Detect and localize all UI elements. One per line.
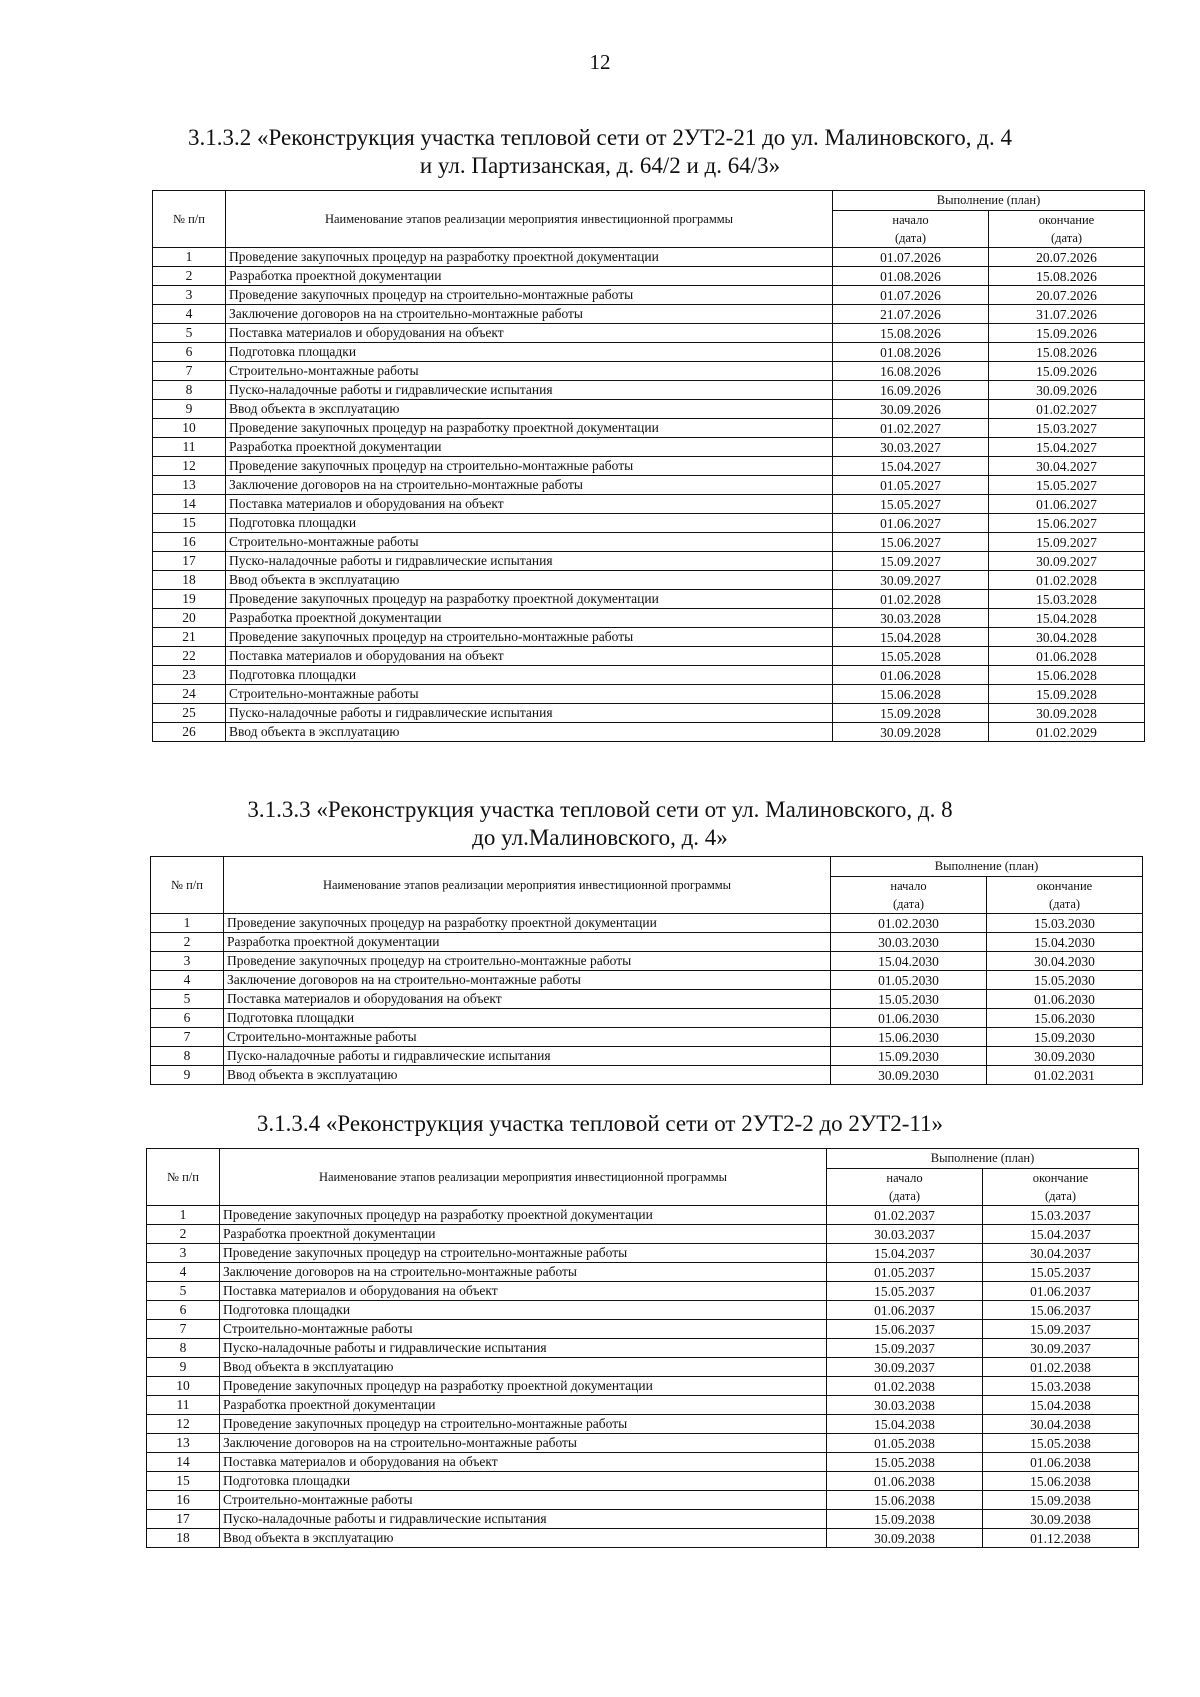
stage-name: Пуско-наладочные работы и гидравлические испытания	[226, 381, 833, 400]
header-name: Наименование этапов реализации мероприятия инвестиционной программы	[226, 191, 833, 248]
end-date: 20.07.2026	[989, 286, 1145, 305]
section-title-line-2: и ул. Партизанская, д. 64/2 и д. 64/3»	[419, 153, 781, 178]
start-date: 30.03.2027	[833, 438, 989, 457]
start-date: 15.04.2028	[833, 628, 989, 647]
table-row	[153, 248, 1145, 267]
row-number: 4	[147, 1263, 220, 1282]
row-number: 6	[151, 1009, 224, 1028]
header-start: начало (дата)	[833, 211, 989, 248]
table-row	[151, 1028, 1143, 1047]
header-end: окончание (дата)	[987, 877, 1143, 914]
stage-name: Заключение договоров на на строительно-монтажные работы	[220, 1263, 827, 1282]
start-date: 01.05.2037	[827, 1263, 983, 1282]
end-date: 15.09.2027	[989, 533, 1145, 552]
table-row	[153, 609, 1145, 628]
row-number: 16	[147, 1491, 220, 1510]
end-date: 15.03.2028	[989, 590, 1145, 609]
stage-name: Пуско-наладочные работы и гидравлические испытания	[220, 1510, 827, 1529]
row-number: 8	[153, 381, 226, 400]
row-number: 26	[153, 723, 226, 742]
stage-name: Поставка материалов и оборудования на объект	[224, 990, 831, 1009]
plan-table	[146, 1148, 1139, 1548]
section-title	[0, 796, 1200, 852]
table-row	[153, 514, 1145, 533]
table-row	[153, 476, 1145, 495]
header-num: № п/п	[147, 1149, 220, 1206]
row-number: 21	[153, 628, 226, 647]
table-row	[153, 552, 1145, 571]
table-row	[147, 1358, 1139, 1377]
end-date: 01.06.2037	[983, 1282, 1139, 1301]
stage-name: Пуско-наладочные работы и гидравлические испытания	[226, 704, 833, 723]
table-row	[153, 324, 1145, 343]
start-date: 15.08.2026	[833, 324, 989, 343]
row-number: 14	[153, 495, 226, 514]
stage-name: Ввод объекта в эксплуатацию	[226, 723, 833, 742]
end-date: 15.09.2037	[983, 1320, 1139, 1339]
end-date: 15.06.2028	[989, 666, 1145, 685]
table-body	[147, 1206, 1139, 1548]
start-date: 15.06.2027	[833, 533, 989, 552]
stage-name: Поставка материалов и оборудования на объект	[226, 647, 833, 666]
start-date: 15.09.2037	[827, 1339, 983, 1358]
row-number: 18	[147, 1529, 220, 1548]
header-end: окончание (дата)	[989, 211, 1145, 248]
table-row	[147, 1320, 1139, 1339]
start-date: 30.03.2037	[827, 1225, 983, 1244]
stage-name: Строительно-монтажные работы	[220, 1491, 827, 1510]
row-number: 14	[147, 1453, 220, 1472]
stage-name: Поставка материалов и оборудования на объект	[220, 1453, 827, 1472]
header-end: окончание (дата)	[983, 1169, 1139, 1206]
end-date: 30.04.2027	[989, 457, 1145, 476]
start-date: 30.09.2027	[833, 571, 989, 590]
row-number: 7	[153, 362, 226, 381]
row-number: 1	[153, 248, 226, 267]
row-number: 8	[151, 1047, 224, 1066]
table-row	[153, 457, 1145, 476]
row-number: 2	[147, 1225, 220, 1244]
start-date: 15.04.2037	[827, 1244, 983, 1263]
table-row	[153, 400, 1145, 419]
start-date: 15.09.2038	[827, 1510, 983, 1529]
table-row	[147, 1491, 1139, 1510]
table-row	[147, 1415, 1139, 1434]
row-number: 13	[153, 476, 226, 495]
row-number: 10	[147, 1377, 220, 1396]
table-row	[147, 1282, 1139, 1301]
table-row	[153, 571, 1145, 590]
header-name: Наименование этапов реализации мероприятия инвестиционной программы	[224, 857, 831, 914]
stage-name: Заключение договоров на на строительно-монтажные работы	[226, 305, 833, 324]
header-name: Наименование этапов реализации мероприятия инвестиционной программы	[220, 1149, 827, 1206]
table-row	[147, 1206, 1139, 1225]
page-number: 12	[589, 50, 611, 74]
table-row	[153, 723, 1145, 742]
stage-name: Заключение договоров на на строительно-монтажные работы	[224, 971, 831, 990]
start-date: 01.08.2026	[833, 343, 989, 362]
row-number: 10	[153, 419, 226, 438]
table-row	[151, 1009, 1143, 1028]
end-date: 15.05.2037	[983, 1263, 1139, 1282]
header-num: № п/п	[153, 191, 226, 248]
row-number: 4	[153, 305, 226, 324]
table-row	[147, 1529, 1139, 1548]
stage-name: Проведение закупочных процедур на строительно-монтажные работы	[226, 628, 833, 647]
start-date: 15.05.2027	[833, 495, 989, 514]
row-number: 17	[147, 1510, 220, 1529]
start-date: 15.06.2037	[827, 1320, 983, 1339]
table-row	[153, 533, 1145, 552]
stage-name: Проведение закупочных процедур на строительно-монтажные работы	[220, 1415, 827, 1434]
header-start: начало (дата)	[827, 1169, 983, 1206]
stage-name: Разработка проектной документации	[224, 933, 831, 952]
start-date: 01.02.2037	[827, 1206, 983, 1225]
stage-name: Проведение закупочных процедур на разработку проектной документации	[226, 419, 833, 438]
table-row	[151, 971, 1143, 990]
start-date: 30.03.2030	[831, 933, 987, 952]
row-number: 18	[153, 571, 226, 590]
row-number: 11	[147, 1396, 220, 1415]
stage-name: Поставка материалов и оборудования на объект	[226, 495, 833, 514]
header-execution: Выполнение (план)	[827, 1149, 1139, 1169]
row-number: 9	[151, 1066, 224, 1085]
header-execution: Выполнение (план)	[833, 191, 1145, 211]
start-date: 01.07.2026	[833, 286, 989, 305]
table-row	[153, 647, 1145, 666]
end-date: 15.03.2027	[989, 419, 1145, 438]
start-date: 01.06.2028	[833, 666, 989, 685]
start-date: 30.09.2026	[833, 400, 989, 419]
start-date: 30.09.2030	[831, 1066, 987, 1085]
row-number: 6	[153, 343, 226, 362]
end-date: 30.09.2037	[983, 1339, 1139, 1358]
row-number: 3	[153, 286, 226, 305]
table-row	[151, 933, 1143, 952]
end-date: 20.07.2026	[989, 248, 1145, 267]
row-number: 12	[147, 1415, 220, 1434]
start-date: 15.06.2028	[833, 685, 989, 704]
stage-name: Проведение закупочных процедур на строительно-монтажные работы	[226, 286, 833, 305]
end-date: 15.03.2037	[983, 1206, 1139, 1225]
stage-name: Ввод объекта в эксплуатацию	[226, 400, 833, 419]
start-date: 15.04.2030	[831, 952, 987, 971]
table-row	[153, 704, 1145, 723]
header-start: начало (дата)	[831, 877, 987, 914]
end-date: 30.09.2030	[987, 1047, 1143, 1066]
end-date: 30.09.2038	[983, 1510, 1139, 1529]
stage-name: Проведение закупочных процедур на строительно-монтажные работы	[226, 457, 833, 476]
end-date: 15.04.2037	[983, 1225, 1139, 1244]
row-number: 7	[147, 1320, 220, 1339]
start-date: 01.06.2027	[833, 514, 989, 533]
table-row	[147, 1472, 1139, 1491]
end-date: 15.06.2038	[983, 1472, 1139, 1491]
start-date: 01.02.2030	[831, 914, 987, 933]
start-date: 01.02.2027	[833, 419, 989, 438]
row-number: 22	[153, 647, 226, 666]
table-row	[153, 685, 1145, 704]
end-date: 01.02.2031	[987, 1066, 1143, 1085]
row-number: 5	[151, 990, 224, 1009]
stage-name: Заключение договоров на на строительно-монтажные работы	[220, 1434, 827, 1453]
row-number: 1	[147, 1206, 220, 1225]
end-date: 30.04.2030	[987, 952, 1143, 971]
end-date: 15.06.2037	[983, 1301, 1139, 1320]
start-date: 01.05.2038	[827, 1434, 983, 1453]
row-number: 8	[147, 1339, 220, 1358]
end-date: 30.04.2028	[989, 628, 1145, 647]
end-date: 01.02.2029	[989, 723, 1145, 742]
stage-name: Строительно-монтажные работы	[224, 1028, 831, 1047]
row-number: 11	[153, 438, 226, 457]
table-body	[151, 914, 1143, 1085]
end-date: 30.09.2027	[989, 552, 1145, 571]
start-date: 15.09.2027	[833, 552, 989, 571]
table-row	[151, 1047, 1143, 1066]
row-number: 16	[153, 533, 226, 552]
stage-name: Подготовка площадки	[220, 1472, 827, 1491]
plan-table	[150, 856, 1143, 1085]
start-date: 15.04.2038	[827, 1415, 983, 1434]
end-date: 31.07.2026	[989, 305, 1145, 324]
end-date: 01.02.2038	[983, 1358, 1139, 1377]
table-row	[147, 1377, 1139, 1396]
end-date: 01.06.2028	[989, 647, 1145, 666]
start-date: 01.06.2030	[831, 1009, 987, 1028]
row-number: 1	[151, 914, 224, 933]
stage-name: Поставка материалов и оборудования на объект	[220, 1282, 827, 1301]
row-number: 24	[153, 685, 226, 704]
end-date: 15.06.2027	[989, 514, 1145, 533]
end-date: 15.09.2026	[989, 362, 1145, 381]
table-row	[147, 1453, 1139, 1472]
stage-name: Строительно-монтажные работы	[226, 685, 833, 704]
header-execution: Выполнение (план)	[831, 857, 1143, 877]
stage-name: Проведение закупочных процедур на разработку проектной документации	[226, 248, 833, 267]
stage-name: Ввод объекта в эксплуатацию	[220, 1529, 827, 1548]
start-date: 30.09.2038	[827, 1529, 983, 1548]
table-row	[147, 1301, 1139, 1320]
end-date: 15.09.2038	[983, 1491, 1139, 1510]
plan-table	[152, 190, 1145, 742]
end-date: 15.06.2030	[987, 1009, 1143, 1028]
stage-name: Разработка проектной документации	[220, 1225, 827, 1244]
end-date: 15.04.2027	[989, 438, 1145, 457]
row-number: 9	[147, 1358, 220, 1377]
row-number: 9	[153, 400, 226, 419]
stage-name: Проведение закупочных процедур на разработку проектной документации	[226, 590, 833, 609]
start-date: 30.09.2037	[827, 1358, 983, 1377]
stage-name: Пуско-наладочные работы и гидравлические испытания	[226, 552, 833, 571]
start-date: 15.06.2030	[831, 1028, 987, 1047]
stage-name: Проведение закупочных процедур на разработку проектной документации	[224, 914, 831, 933]
start-date: 30.03.2028	[833, 609, 989, 628]
stage-name: Проведение закупочных процедур на строительно-монтажные работы	[224, 952, 831, 971]
table-row	[147, 1434, 1139, 1453]
row-number: 2	[151, 933, 224, 952]
stage-name: Строительно-монтажные работы	[226, 362, 833, 381]
end-date: 01.06.2038	[983, 1453, 1139, 1472]
row-number: 7	[151, 1028, 224, 1047]
end-date: 01.06.2030	[987, 990, 1143, 1009]
start-date: 01.06.2038	[827, 1472, 983, 1491]
stage-name: Разработка проектной документации	[226, 609, 833, 628]
end-date: 15.08.2026	[989, 343, 1145, 362]
section-title	[0, 124, 1200, 180]
row-number: 13	[147, 1434, 220, 1453]
row-number: 15	[147, 1472, 220, 1491]
end-date: 01.02.2028	[989, 571, 1145, 590]
table-row	[151, 1066, 1143, 1085]
end-date: 01.06.2027	[989, 495, 1145, 514]
stage-name: Ввод объекта в эксплуатацию	[226, 571, 833, 590]
table-row	[147, 1244, 1139, 1263]
stage-name: Проведение закупочных процедур на разработку проектной документации	[220, 1206, 827, 1225]
stage-name: Пуско-наладочные работы и гидравлические испытания	[220, 1339, 827, 1358]
end-date: 15.09.2026	[989, 324, 1145, 343]
start-date: 15.09.2030	[831, 1047, 987, 1066]
stage-name: Строительно-монтажные работы	[226, 533, 833, 552]
row-number: 20	[153, 609, 226, 628]
end-date: 15.03.2030	[987, 914, 1143, 933]
end-date: 30.04.2038	[983, 1415, 1139, 1434]
end-date: 30.09.2026	[989, 381, 1145, 400]
header-num: № п/п	[151, 857, 224, 914]
table-row	[153, 267, 1145, 286]
stage-name: Разработка проектной документации	[226, 438, 833, 457]
stage-name: Строительно-монтажные работы	[220, 1320, 827, 1339]
row-number: 5	[147, 1282, 220, 1301]
row-number: 2	[153, 267, 226, 286]
stage-name: Ввод объекта в эксплуатацию	[220, 1358, 827, 1377]
section-title-line-1: 3.1.3.3 «Реконструкция участка тепловой сети от ул. Малиновского, д. 8	[247, 797, 953, 822]
end-date: 01.02.2027	[989, 400, 1145, 419]
table-row	[151, 952, 1143, 971]
stage-name: Разработка проектной документации	[226, 267, 833, 286]
section-title-line-1: 3.1.3.2 «Реконструкция участка тепловой сети от 2УТ2-21 до ул. Малиновского, д. 4	[188, 125, 1012, 150]
table-row	[153, 362, 1145, 381]
row-number: 3	[147, 1244, 220, 1263]
stage-name: Ввод объекта в эксплуатацию	[224, 1066, 831, 1085]
start-date: 01.05.2027	[833, 476, 989, 495]
start-date: 30.09.2028	[833, 723, 989, 742]
end-date: 15.08.2026	[989, 267, 1145, 286]
stage-name: Пуско-наладочные работы и гидравлические испытания	[224, 1047, 831, 1066]
table-row	[153, 590, 1145, 609]
table-row	[153, 343, 1145, 362]
end-date: 15.05.2038	[983, 1434, 1139, 1453]
start-date: 01.02.2028	[833, 590, 989, 609]
start-date: 01.07.2026	[833, 248, 989, 267]
table-row	[153, 495, 1145, 514]
start-date: 15.09.2028	[833, 704, 989, 723]
start-date: 15.04.2027	[833, 457, 989, 476]
table-row	[147, 1396, 1139, 1415]
row-number: 5	[153, 324, 226, 343]
stage-name: Разработка проектной документации	[220, 1396, 827, 1415]
row-number: 6	[147, 1301, 220, 1320]
start-date: 01.02.2038	[827, 1377, 983, 1396]
table-row	[151, 914, 1143, 933]
table-row	[153, 438, 1145, 457]
row-number: 12	[153, 457, 226, 476]
end-date: 15.04.2028	[989, 609, 1145, 628]
table-row	[153, 666, 1145, 685]
end-date: 15.04.2030	[987, 933, 1143, 952]
stage-name: Подготовка площадки	[226, 666, 833, 685]
end-date: 01.12.2038	[983, 1529, 1139, 1548]
row-number: 23	[153, 666, 226, 685]
start-date: 01.08.2026	[833, 267, 989, 286]
stage-name: Заключение договоров на на строительно-монтажные работы	[226, 476, 833, 495]
start-date: 01.05.2030	[831, 971, 987, 990]
row-number: 19	[153, 590, 226, 609]
start-date: 15.05.2038	[827, 1453, 983, 1472]
row-number: 25	[153, 704, 226, 723]
row-number: 17	[153, 552, 226, 571]
stage-name: Подготовка площадки	[224, 1009, 831, 1028]
start-date: 21.07.2026	[833, 305, 989, 324]
start-date: 16.09.2026	[833, 381, 989, 400]
end-date: 15.09.2030	[987, 1028, 1143, 1047]
stage-name: Проведение закупочных процедур на строительно-монтажные работы	[220, 1244, 827, 1263]
table-row	[153, 286, 1145, 305]
row-number: 3	[151, 952, 224, 971]
table-row	[147, 1225, 1139, 1244]
stage-name: Подготовка площадки	[220, 1301, 827, 1320]
start-date: 01.06.2037	[827, 1301, 983, 1320]
end-date: 15.09.2028	[989, 685, 1145, 704]
end-date: 15.04.2038	[983, 1396, 1139, 1415]
end-date: 15.03.2038	[983, 1377, 1139, 1396]
start-date: 15.05.2037	[827, 1282, 983, 1301]
end-date: 30.09.2028	[989, 704, 1145, 723]
table-row	[147, 1510, 1139, 1529]
table-row	[153, 628, 1145, 647]
table-row	[147, 1263, 1139, 1282]
table-row	[151, 990, 1143, 1009]
end-date: 15.05.2027	[989, 476, 1145, 495]
table-body	[153, 248, 1145, 742]
table-row	[153, 381, 1145, 400]
stage-name: Подготовка площадки	[226, 514, 833, 533]
end-date: 15.05.2030	[987, 971, 1143, 990]
start-date: 30.03.2038	[827, 1396, 983, 1415]
table-row	[153, 419, 1145, 438]
stage-name: Проведение закупочных процедур на разработку проектной документации	[220, 1377, 827, 1396]
start-date: 15.05.2030	[831, 990, 987, 1009]
stage-name: Подготовка площадки	[226, 343, 833, 362]
end-date: 30.04.2037	[983, 1244, 1139, 1263]
table-row	[153, 305, 1145, 324]
start-date: 15.05.2028	[833, 647, 989, 666]
row-number: 4	[151, 971, 224, 990]
section-title-line-1: 3.1.3.4 «Реконструкция участка тепловой сети от 2УТ2-2 до 2УТ2-11»	[256, 1111, 944, 1136]
section-title-line-2: до ул.Малиновского, д. 4»	[472, 825, 728, 850]
stage-name: Поставка материалов и оборудования на объект	[226, 324, 833, 343]
start-date: 15.06.2038	[827, 1491, 983, 1510]
table-row	[147, 1339, 1139, 1358]
row-number: 15	[153, 514, 226, 533]
start-date: 16.08.2026	[833, 362, 989, 381]
section-title	[0, 1110, 1200, 1138]
